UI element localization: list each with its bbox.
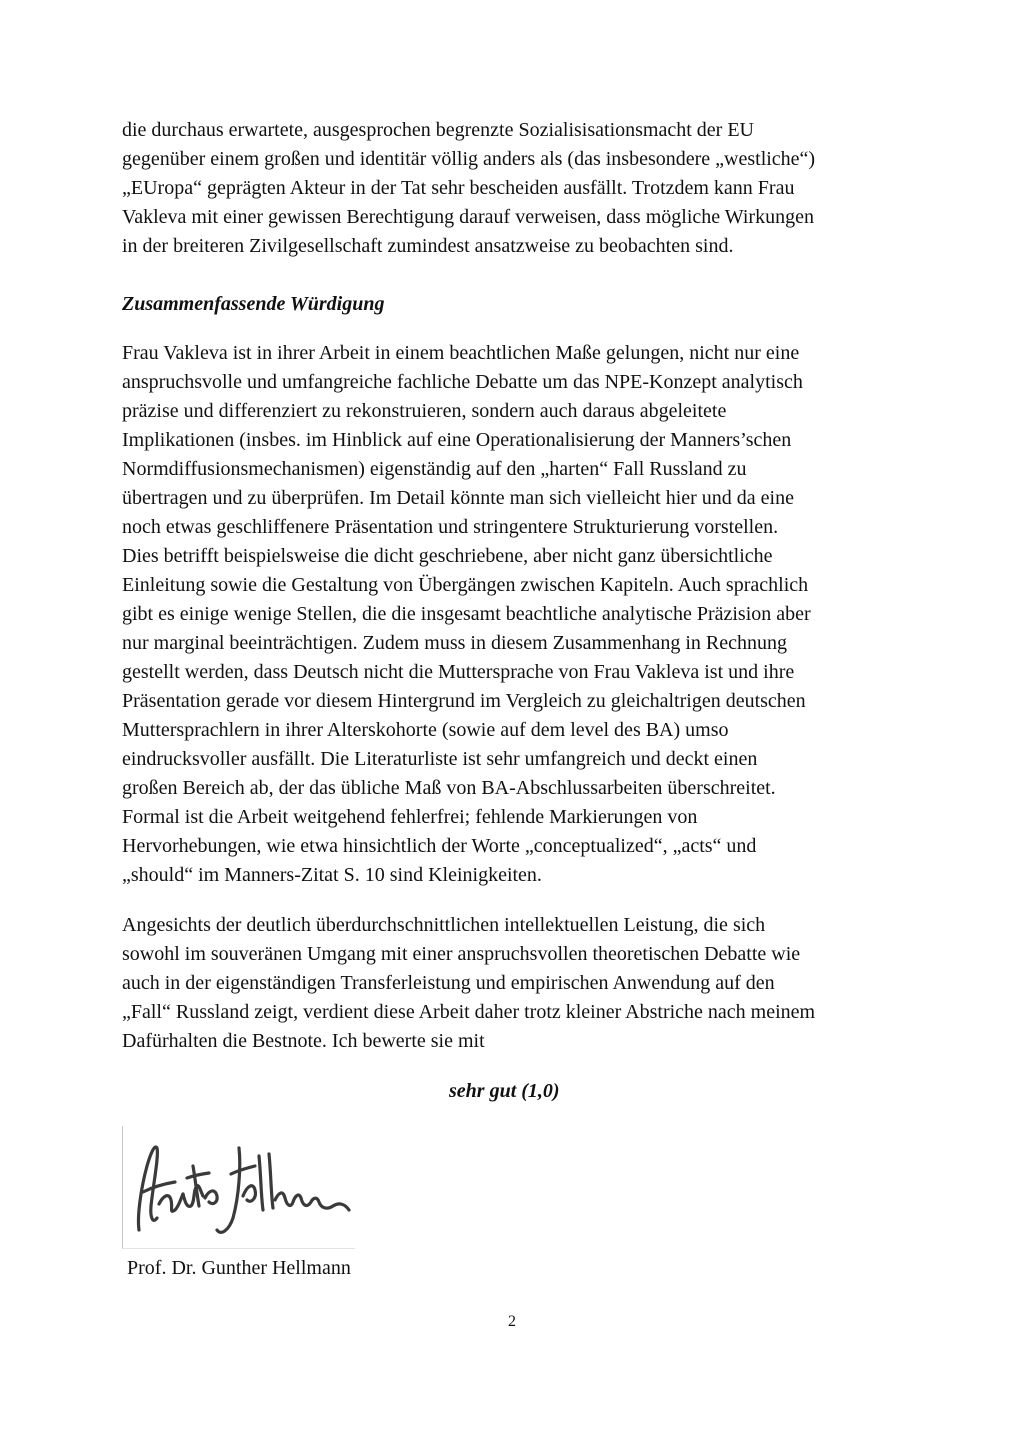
- final-grade: sehr gut (1,0): [449, 1080, 560, 1102]
- conclusion-paragraph: [122, 911, 902, 1056]
- conclusion-line: auch in der eigenständigen Transferleistung und empirischen Anwendung auf den: [122, 972, 775, 994]
- intro-line: Vakleva mit einer gewissen Berechtigung darauf verweisen, dass mögliche Wirkungen: [122, 206, 814, 228]
- assessment-line: eindrucksvoller ausfällt. Die Literaturliste ist sehr umfangreich und deckt einen: [122, 748, 758, 770]
- assessment-line: präzise und differenziert zu rekonstruieren, sondern auch daraus abgeleitete: [122, 400, 727, 422]
- assessment-line: Einleitung sowie die Gestaltung von Übergängen zwischen Kapiteln. Auch sprachlich: [122, 574, 809, 596]
- handwritten-signature: [123, 1126, 355, 1248]
- assessment-line: gestellt werden, dass Deutsch nicht die Muttersprache von Frau Vakleva ist und ihre: [122, 661, 795, 683]
- assessment-paragraph: [122, 339, 902, 890]
- intro-paragraph: [122, 116, 902, 261]
- section-heading: Zusammenfassende Würdigung: [122, 293, 385, 315]
- assessment-line: noch etwas geschliffenere Präsentation und stringentere Strukturierung vorstellen.: [122, 516, 779, 538]
- assessment-line: Muttersprachlern in ihrer Alterskohorte (sowie auf dem level des BA) umso: [122, 719, 729, 741]
- assessment-line: Hervorhebungen, wie etwa hinsichtlich der Worte „conceptualized“, „acts“ und: [122, 835, 757, 857]
- assessment-line: anspruchsvolle und umfangreiche fachliche Debatte um das NPE-Konzept analytisch: [122, 371, 803, 393]
- assessment-line: gibt es einige wenige Stellen, die die insgesamt beachtliche analytische Präzision aber: [122, 603, 811, 625]
- assessment-line: nur marginal beeinträchtigen. Zudem muss in diesem Zusammenhang in Rechnung: [122, 632, 788, 654]
- intro-line: „EUropa“ geprägten Akteur in der Tat sehr bescheiden ausfällt. Trotzdem kann Frau: [122, 177, 795, 199]
- assessment-line: großen Bereich ab, der das übliche Maß von BA-Abschlussarbeiten überschreitet.: [122, 777, 776, 799]
- assessment-line: Normdiffusionsmechanismen) eigenständig auf den „harten“ Fall Russland zu: [122, 458, 747, 480]
- assessment-line: Frau Vakleva ist in ihrer Arbeit in einem beachtlichen Maße gelungen, nicht nur eine: [122, 342, 800, 364]
- conclusion-line: Angesichts der deutlich überdurchschnittlichen intellektuellen Leistung, die sich: [122, 914, 766, 936]
- intro-line: in der breiteren Zivilgesellschaft zumindest ansatzweise zu beobachten sind.: [122, 235, 734, 257]
- conclusion-line: sowohl im souveränen Umgang mit einer anspruchsvollen theoretischen Debatte wie: [122, 943, 801, 965]
- intro-line: die durchaus erwartete, ausgesprochen begrenzte Sozialisisationsmacht der EU: [122, 119, 754, 141]
- signature-image: [122, 1126, 355, 1249]
- intro-line: gegenüber einem großen und identitär völlig anders als (das insbesondere „westliche“): [122, 148, 816, 170]
- assessment-line: Präsentation gerade vor diesem Hintergrund im Vergleich zu gleichaltrigen deutschen: [122, 690, 806, 712]
- assessment-line: Formal ist die Arbeit weitgehend fehlerfrei; fehlende Markierungen von: [122, 806, 698, 828]
- assessment-line: übertragen und zu überprüfen. Im Detail könnte man sich vielleicht hier und da eine: [122, 487, 794, 509]
- conclusion-line: „Fall“ Russland zeigt, verdient diese Arbeit daher trotz kleiner Abstriche nach meinem: [122, 1001, 816, 1023]
- assessment-line: „should“ im Manners-Zitat S. 10 sind Kleinigkeiten.: [122, 864, 542, 886]
- conclusion-line: Dafürhalten die Bestnote. Ich bewerte sie mit: [122, 1030, 485, 1052]
- assessment-line: Dies betrifft beispielsweise die dicht geschriebene, aber nicht ganz übersichtliche: [122, 545, 773, 567]
- assessment-line: Implikationen (insbes. im Hinblick auf eine Operationalisierung der Manners’schen: [122, 429, 792, 451]
- signer-name: Prof. Dr. Gunther Hellmann: [127, 1257, 351, 1279]
- page-number: 2: [508, 1313, 516, 1330]
